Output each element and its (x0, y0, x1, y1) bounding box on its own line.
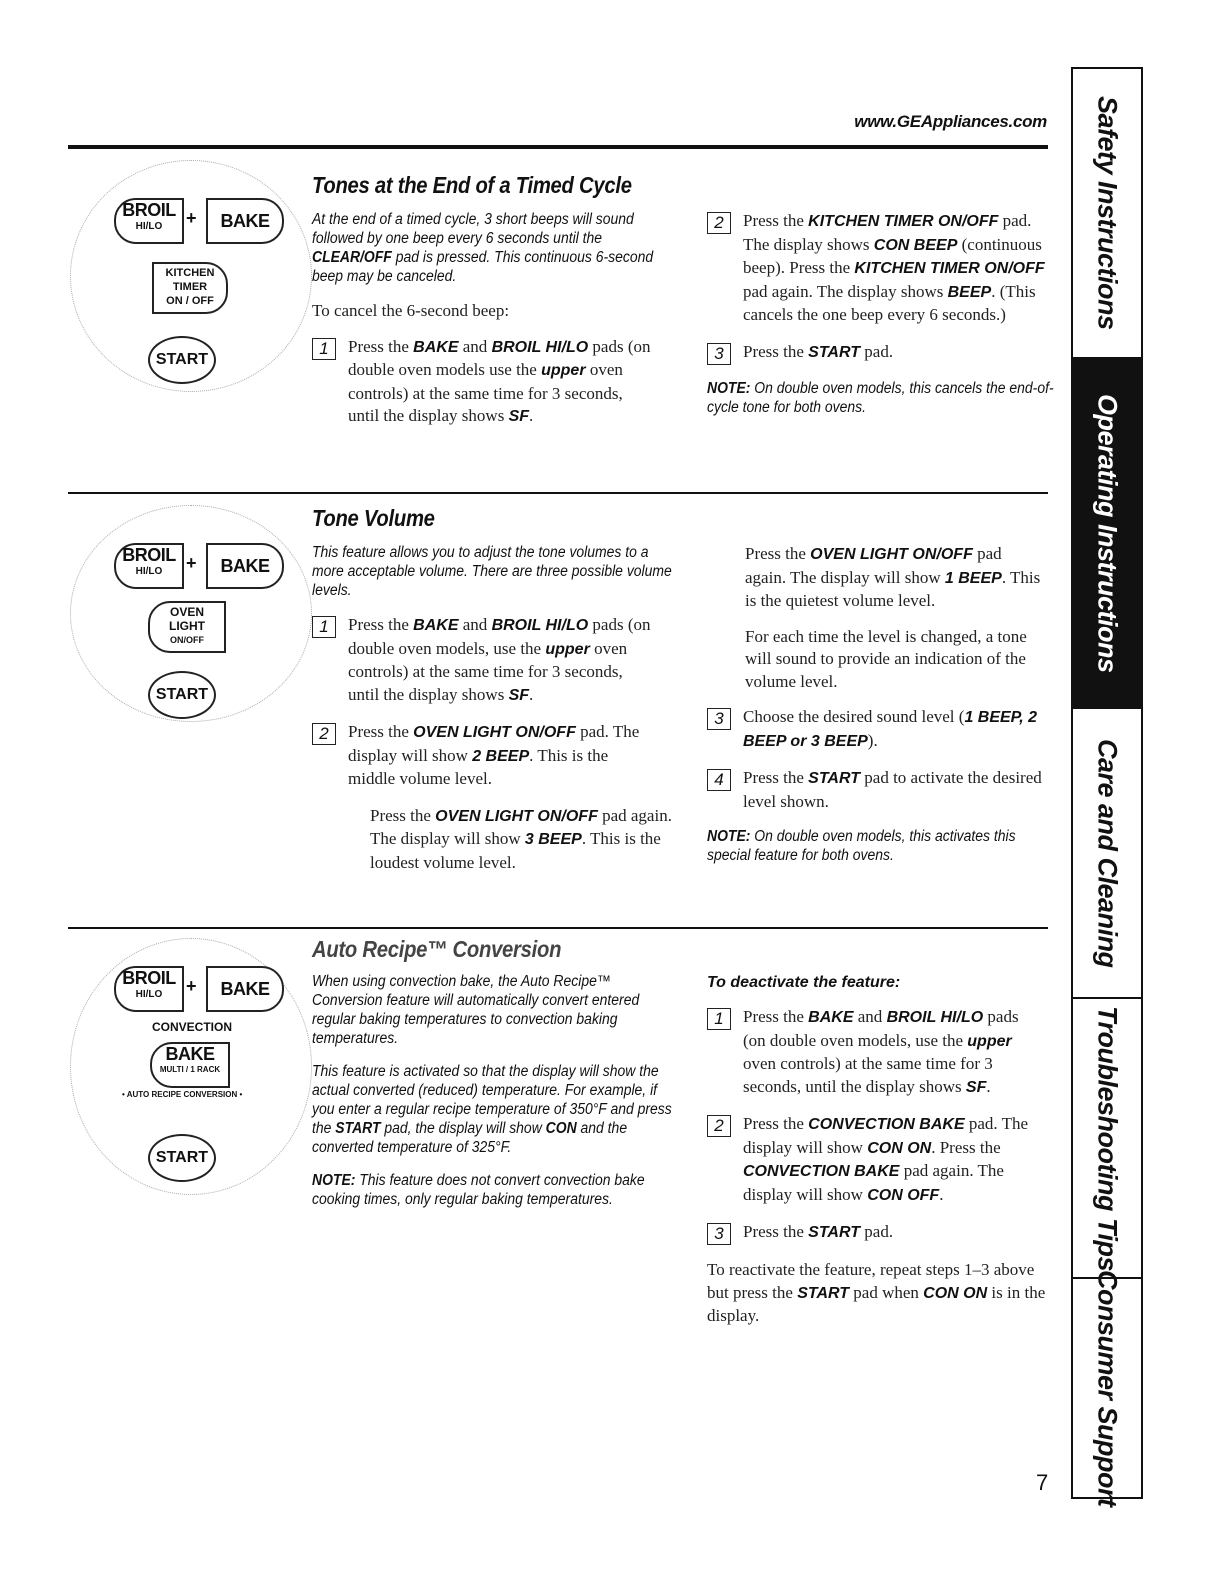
tab-operating-instructions[interactable]: Operating Instructions (1073, 359, 1141, 709)
section3-note: NOTE: This feature does not convert convection bake cooking times, only regular baking temperatures. (312, 1172, 645, 1208)
section3-right-column (707, 974, 1052, 1341)
tab-troubleshooting-tips[interactable]: Troubleshooting Tips (1073, 999, 1141, 1279)
plus-sign: + (186, 553, 197, 573)
section3-intro-1: When using convection bake, the Auto Recipe™ Conversion feature will automatically convert entered regular baking temperatures to convection baking temperatures. (312, 973, 640, 1047)
section-tone-volume (0, 495, 1070, 925)
section3-step-1: 1 Press the BAKE and BROIL HI/LO pads (on double oven models, use the upper oven controls) at the same time for 3 seconds, until the display shows SF. (707, 1006, 1052, 1099)
plus-sign: + (186, 208, 197, 228)
section2-each-para: For each time the level is changed, a tone will sound to provide an indication of the volume level. (745, 626, 1027, 691)
kitchen-timer-key: KITCHEN TIMER ON / OFF (152, 262, 228, 314)
section2-left-column (312, 543, 692, 887)
section1-cancel-text: To cancel the 6-second beep: (312, 301, 510, 320)
auto-recipe-label: • AUTO RECIPE CONVERSION • (122, 1090, 243, 1099)
section1-right-column (707, 210, 1052, 417)
broil-key: BROIL HI/LO (114, 543, 184, 589)
start-key: START (148, 1134, 216, 1182)
keypad-illustration-1 (70, 160, 310, 390)
section-title: Tones at the End of a Timed Cycle (312, 172, 632, 198)
page-number: 7 (1036, 1470, 1049, 1495)
section2-right-column (707, 543, 1052, 865)
convection-label: CONVECTION (152, 1020, 233, 1034)
header-url: www.GEAppliances.com (854, 112, 1047, 131)
section2-step-4: 4 Press the START pad to activate the desired level shown. (707, 767, 1052, 813)
bake-key: BAKE (206, 198, 284, 244)
tab-safety-instructions[interactable]: Safety Instructions (1073, 69, 1141, 359)
section1-step-3: 3 Press the START pad. (707, 341, 1052, 365)
section1-left-column (312, 210, 692, 443)
section-tones-end-cycle (0, 150, 1070, 490)
broil-key: BROIL HI/LO (114, 198, 184, 244)
broil-key: BROIL HI/LO (114, 966, 184, 1012)
oven-light-key: OVEN LIGHT ON/OFF (148, 601, 226, 653)
bake-key: BAKE (206, 966, 284, 1012)
section3-step-3: 3 Press the START pad. (707, 1221, 1052, 1245)
section2-step-2: 2 Press the OVEN LIGHT ON/OFF pad. The display will show 2 BEEP. This is the middle volume level. (312, 721, 692, 791)
section3-intro-2: This feature is activated so that the display will show the actual converted (reduced) temperature. For example, if you enter a regular recipe temperature of 350°F and press the START pad, the display will show CON and the converted temperature of 325°F. (312, 1063, 672, 1156)
section3-step-2: 2 Press the CONVECTION BAKE pad. The display will show CON ON. Press the CONVECTION BAKE pad again. The display will show CON OFF. (707, 1113, 1052, 1207)
bake-key: BAKE (206, 543, 284, 589)
section1-intro: At the end of a timed cycle, 3 short beeps will sound followed by one beep every 6 seconds until the CLEAR/OFF pad is pressed. This continuous 6-second beep may be canceled. (312, 211, 654, 285)
top-rule (68, 145, 1048, 149)
section2-loudest-para: Press the OVEN LIGHT ON/OFF pad again. The display will show 3 BEEP. This is the loudest volume level. (370, 805, 672, 872)
convection-bake-key: BAKE MULTI / 1 RACK (150, 1042, 230, 1088)
start-key: START (148, 671, 216, 719)
section1-step-2: 2 Press the KITCHEN TIMER ON/OFF pad. The display shows CON BEEP (continuous beep). Press the KITCHEN TIMER ON/OFF pad again. The display shows BEEP. (This cancels the one beep every 6 seconds.) (707, 210, 1052, 327)
section-title: Tone Volume (312, 505, 435, 531)
plus-sign: + (186, 976, 197, 996)
keypad-illustration-2 (70, 505, 310, 720)
section2-step-3: 3 Choose the desired sound level (1 BEEP, 2 BEEP or 3 BEEP). (707, 706, 1052, 753)
section3-left-column (312, 972, 692, 1209)
keypad-illustration-3 (70, 938, 310, 1193)
section2-quietest-para: Press the OVEN LIGHT ON/OFF pad again. The display will show 1 BEEP. This is the quietest volume level. (745, 544, 1041, 610)
section-rule-1 (68, 492, 1048, 494)
section1-note: NOTE: On double oven models, this cancels the end-of-cycle tone for both ovens. (707, 379, 1054, 416)
section-auto-recipe (0, 930, 1070, 1380)
section-rule-2 (68, 927, 1048, 929)
section-title: Auto Recipe™ Conversion (312, 936, 562, 962)
section3-reactivate: To reactivate the feature, repeat steps 1–3 above but press the START pad when CON ON is in the display. (707, 1260, 1046, 1325)
section2-note: NOTE: On double oven models, this activates this special feature for both ovens. (707, 828, 1016, 864)
section3-deactivate-heading: To deactivate the feature: (707, 974, 901, 991)
section2-intro: This feature allows you to adjust the tone volumes to a more acceptable volume. There are three possible volume levels. (312, 544, 672, 599)
section1-step-1: 1 Press the BAKE and BROIL HI/LO pads (on double oven models use the upper oven controls) at the same time for 3 seconds, until the display shows SF. (312, 336, 692, 429)
section2-step-1: 1 Press the BAKE and BROIL HI/LO pads (on double oven models, use the upper oven controls) at the same time for 3 seconds, until the display shows SF. (312, 614, 692, 707)
tab-care-and-cleaning[interactable]: Care and Cleaning (1073, 709, 1141, 999)
start-key: START (148, 336, 216, 384)
tab-consumer-support[interactable]: Consumer Support (1092, 1269, 1123, 1507)
side-tabs (1071, 67, 1143, 1507)
